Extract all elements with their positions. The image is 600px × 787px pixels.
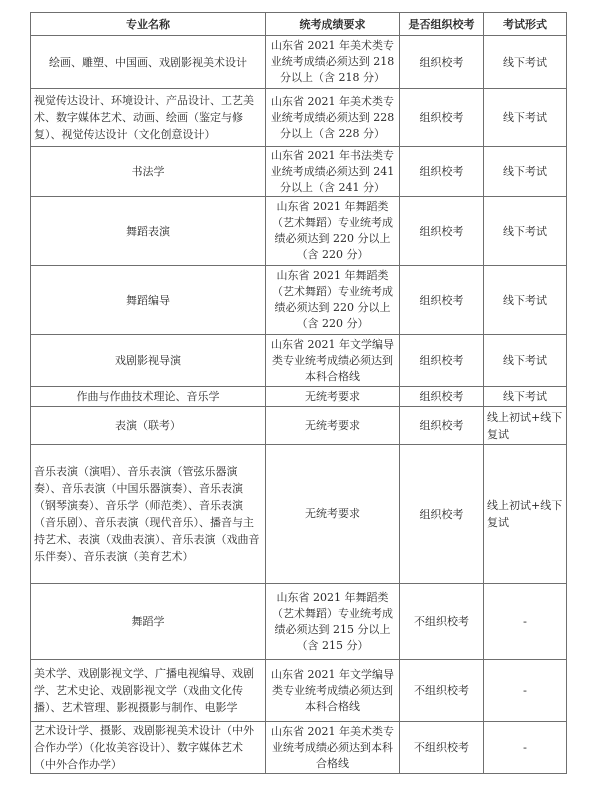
table-row: [31, 266, 567, 335]
table-row: [31, 197, 567, 266]
requirement-cell: 山东省 2021 年美术类专业统考成绩必须达到 218 分以上（含 218 分）: [266, 36, 400, 89]
requirement-cell: 山东省 2021 年美术类专业统考成绩必须达到 228 分以上（含 228 分）: [266, 89, 400, 147]
exam-cell: 不组织校考: [400, 722, 484, 774]
requirement-cell: 山东省 2021 年文学编导类专业统考成绩必须达到本科合格线: [266, 660, 400, 722]
table-row: [31, 147, 567, 197]
requirement-cell: 山东省 2021 年美术类专业统考成绩必须达到本科合格线: [266, 722, 400, 774]
admission-requirements-table: [30, 12, 567, 774]
major-cell: 绘画、雕塑、中国画、戏剧影视美术设计: [31, 36, 266, 89]
header-major: 专业名称: [31, 13, 266, 36]
requirement-cell: 无统考要求: [266, 445, 400, 584]
table-row: [31, 407, 567, 445]
mode-cell: 线下考试: [484, 387, 567, 407]
mode-cell: -: [484, 660, 567, 722]
mode-cell: 线上初试+线下复试: [484, 407, 567, 445]
requirement-cell: 山东省 2021 年书法类专业统考成绩必须达到 241 分以上（含 241 分）: [266, 147, 400, 197]
exam-cell: 组织校考: [400, 335, 484, 387]
major-cell: 舞蹈编导: [31, 266, 266, 335]
major-cell: 书法学: [31, 147, 266, 197]
exam-cell: 组织校考: [400, 407, 484, 445]
exam-cell: 组织校考: [400, 445, 484, 584]
requirement-cell: 山东省 2021 年文学编导类专业统考成绩必须达到本科合格线: [266, 335, 400, 387]
requirement-cell: 山东省 2021 年舞蹈类（艺术舞蹈）专业统考成绩必须达到 220 分以上（含 220 分）: [266, 197, 400, 266]
major-cell: 美术学、戏剧影视文学、广播电视编导、戏剧学、艺术史论、戏剧影视文学（戏曲文化传播）、艺术管理、影视摄影与制作、电影学: [31, 660, 266, 722]
mode-cell: 线下考试: [484, 89, 567, 147]
requirement-cell: 无统考要求: [266, 387, 400, 407]
table-row: [31, 445, 567, 584]
mode-cell: 线下考试: [484, 36, 567, 89]
major-cell: 视觉传达设计、环境设计、产品设计、工艺美术、数字媒体艺术、动画、绘画（鉴定与修复）、视觉传达设计（文化创意设计）: [31, 89, 266, 147]
major-cell: 戏剧影视导演: [31, 335, 266, 387]
exam-cell: 组织校考: [400, 89, 484, 147]
exam-cell: 组织校考: [400, 266, 484, 335]
requirement-cell: 山东省 2021 年舞蹈类（艺术舞蹈）专业统考成绩必须达到 220 分以上（含 220 分）: [266, 266, 400, 335]
exam-cell: 组织校考: [400, 387, 484, 407]
mode-cell: 线上初试+线下复试: [484, 445, 567, 584]
major-cell: 音乐表演（演唱）、音乐表演（管弦乐器演奏）、音乐表演（中国乐器演奏）、音乐表演（钢琴演奏）、音乐学（师范类）、音乐表演（音乐剧）、音乐表演（现代音乐）、播音与主持艺术、表演（戏曲表演）、音乐表演（戏曲音乐伴奏）、音乐表演（美育艺术）: [31, 445, 266, 584]
requirement-cell: 山东省 2021 年舞蹈类（艺术舞蹈）专业统考成绩必须达到 215 分以上（含 215 分）: [266, 584, 400, 660]
exam-cell: 不组织校考: [400, 584, 484, 660]
mode-cell: -: [484, 722, 567, 774]
major-cell: 作曲与作曲技术理论、音乐学: [31, 387, 266, 407]
mode-cell: 线下考试: [484, 335, 567, 387]
table-row: [31, 387, 567, 407]
requirement-cell: 无统考要求: [266, 407, 400, 445]
table-row: [31, 335, 567, 387]
major-cell: 艺术设计学、摄影、戏剧影视美术设计（中外合作办学）（化妆美容设计）、数字媒体艺术（中外合作办学）: [31, 722, 266, 774]
table-header-row: [31, 13, 567, 36]
header-exam: 是否组织校考: [400, 13, 484, 36]
table-row: [31, 722, 567, 774]
table-row: [31, 660, 567, 722]
mode-cell: 线下考试: [484, 197, 567, 266]
exam-cell: 组织校考: [400, 147, 484, 197]
mode-cell: 线下考试: [484, 266, 567, 335]
major-cell: 舞蹈学: [31, 584, 266, 660]
mode-cell: 线下考试: [484, 147, 567, 197]
exam-cell: 组织校考: [400, 197, 484, 266]
header-mode: 考试形式: [484, 13, 567, 36]
major-cell: 表演（联考）: [31, 407, 266, 445]
exam-cell: 组织校考: [400, 36, 484, 89]
major-cell: 舞蹈表演: [31, 197, 266, 266]
table-row: [31, 584, 567, 660]
exam-cell: 不组织校考: [400, 660, 484, 722]
table-row: [31, 89, 567, 147]
header-requirement: 统考成绩要求: [266, 13, 400, 36]
table-row: [31, 36, 567, 89]
mode-cell: -: [484, 584, 567, 660]
